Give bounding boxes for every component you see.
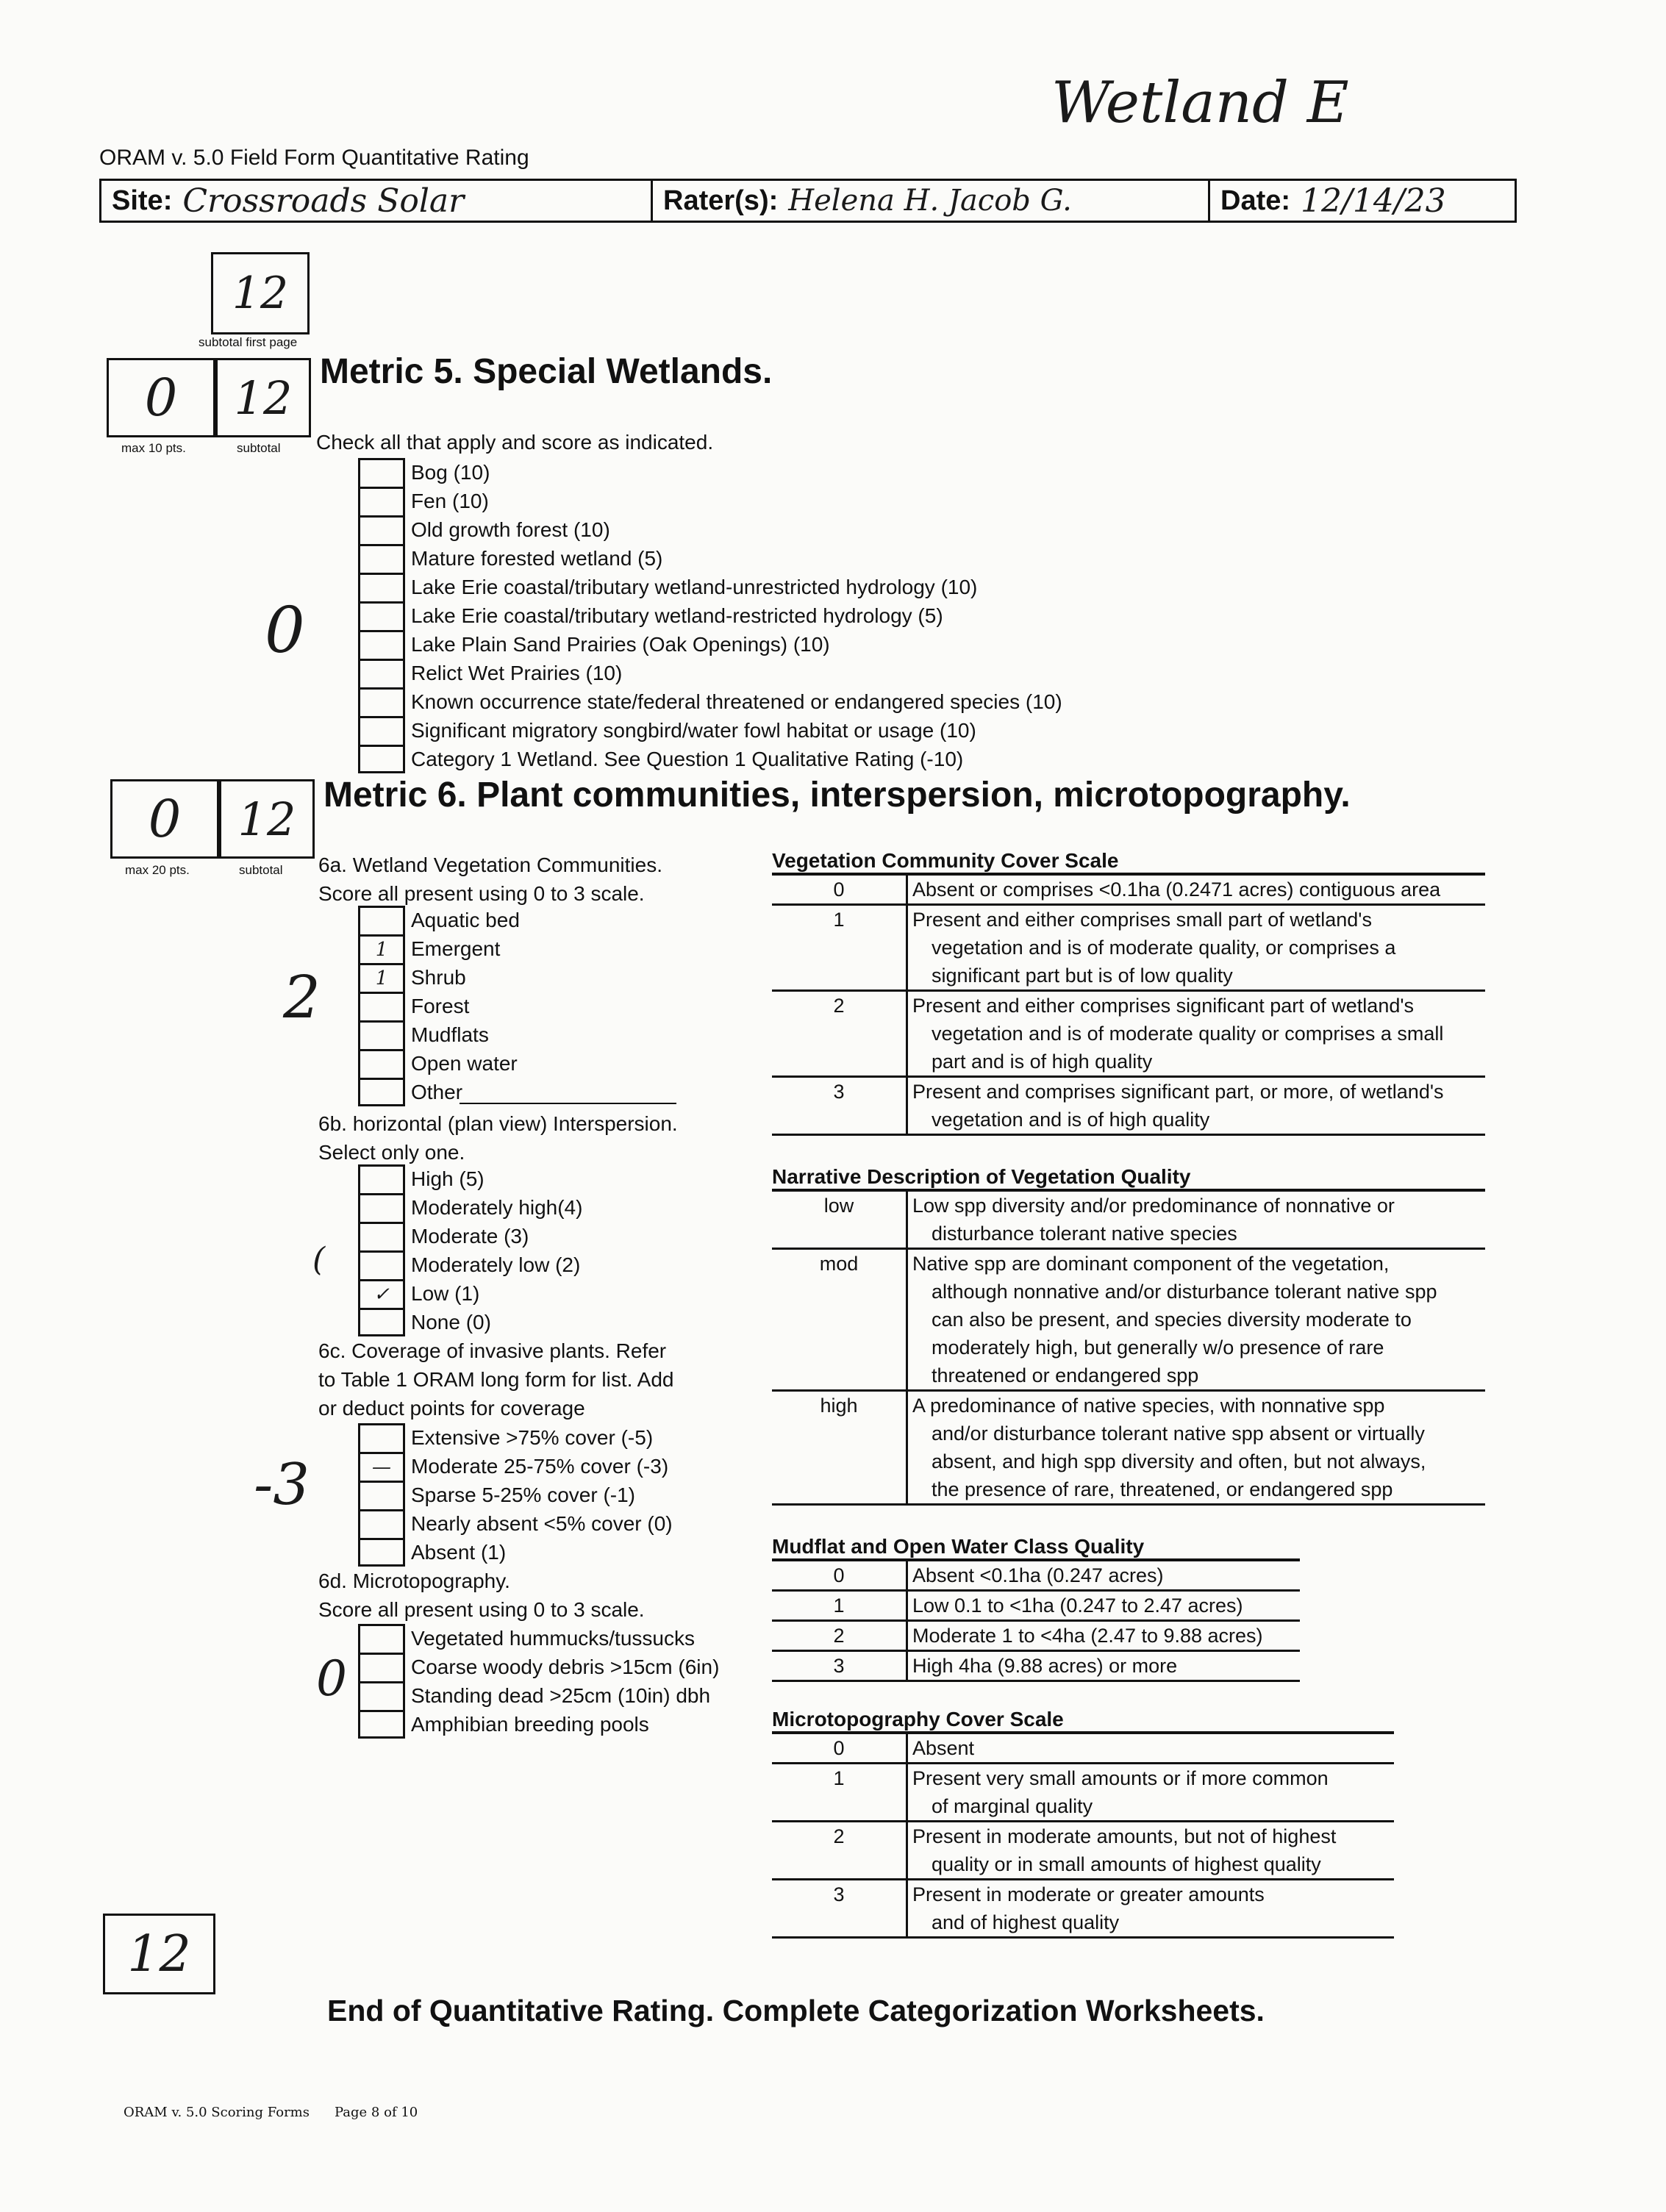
metric6-subtotal-label: subtotal	[239, 863, 283, 877]
veg-cover-line: vegetation and is of moderate quality or comprises a small	[932, 1023, 1444, 1045]
interspersion-row	[358, 1222, 582, 1250]
veg-cover-line: Absent or comprises <0.1ha (0.2471 acres) contiguous area	[912, 878, 1441, 901]
narrative-line: absent, and high spp diversity and often, but not always,	[932, 1450, 1426, 1472]
special-wetland-checkbox[interactable]	[358, 687, 405, 716]
interspersion-label: Moderately low (2)	[411, 1253, 581, 1276]
narrative-row	[772, 1391, 1485, 1505]
q6d-heading	[318, 1567, 645, 1624]
site-cell	[101, 181, 653, 221]
date-value[interactable]: 12/14/23	[1301, 182, 1446, 220]
microtopography-label: Coarse woody debris >15cm (6in)	[411, 1655, 720, 1678]
rater-label: Rater(s):	[663, 185, 779, 216]
microtopo-line: Present very small amounts or if more common	[912, 1767, 1329, 1789]
veg-community-label: Aquatic bed	[411, 908, 520, 931]
interspersion-checkbox[interactable]	[358, 1308, 405, 1336]
narrative-quality-table	[772, 1189, 1485, 1506]
microtopography-row	[358, 1710, 719, 1739]
q6d-line1: 6d. Microtopography.	[318, 1569, 510, 1592]
q6b-heading	[318, 1109, 678, 1167]
veg-community-checkbox[interactable]: 1	[358, 934, 405, 963]
veg-community-label: Other	[411, 1080, 463, 1103]
special-wetland-label: Lake Erie coastal/tributary wetland-restricted hydrology (5)	[411, 604, 943, 627]
q6b-checklist	[358, 1164, 582, 1336]
mudflat-key: 0	[772, 1560, 907, 1591]
veg-cover-line: Present and comprises significant part, or more, of wetland's	[912, 1081, 1444, 1103]
metric5-score-box[interactable]: 0	[107, 358, 215, 437]
veg-cover-key: 2	[772, 991, 907, 1077]
metric5-side-score: 0	[265, 594, 305, 667]
interspersion-label: Moderate (3)	[411, 1224, 529, 1248]
special-wetland-label: Old growth forest (10)	[411, 518, 610, 541]
special-wetland-label: Fen (10)	[411, 489, 489, 512]
special-wetland-label: Category 1 Wetland. See Question 1 Qualitative Rating (-10)	[411, 747, 964, 770]
special-wetland-row	[358, 716, 1062, 745]
veg-community-checkbox[interactable]	[358, 906, 405, 934]
veg-cover-line: Present and either comprises significant part of wetland's	[912, 995, 1415, 1017]
interspersion-row	[358, 1193, 582, 1222]
microtopography-checkbox[interactable]	[358, 1653, 405, 1681]
invasive-coverage-checkbox[interactable]	[358, 1481, 405, 1509]
interspersion-label: Moderately high(4)	[411, 1195, 583, 1219]
narrative-key: low	[772, 1190, 907, 1249]
mudflat-description	[907, 1621, 1301, 1651]
veg-community-label: Open water	[411, 1051, 518, 1075]
veg-community-label: Forest	[411, 994, 470, 1017]
narrative-description	[907, 1190, 1486, 1249]
metric6-subtotal-box[interactable]: 12	[219, 779, 315, 859]
special-wetland-row	[358, 573, 1062, 601]
microtopo-line: quality or in small amounts of highest quality	[932, 1853, 1321, 1875]
narrative-line: Native spp are dominant component of the vegetation,	[912, 1253, 1390, 1275]
special-wetland-row	[358, 544, 1062, 573]
veg-cover-description	[907, 991, 1486, 1077]
narrative-line: disturbance tolerant native species	[932, 1223, 1237, 1245]
narrative-line: A predominance of native species, with nonnative spp	[912, 1395, 1385, 1417]
veg-community-row	[358, 992, 520, 1020]
invasive-coverage-checkbox[interactable]	[358, 1538, 405, 1567]
metric5-subtotal-label: subtotal	[237, 441, 281, 455]
veg-community-row	[358, 934, 520, 963]
q6a-line1: 6a. Wetland Vegetation Communities.	[318, 853, 662, 876]
special-wetland-checkbox[interactable]	[358, 458, 405, 487]
narrative-key: mod	[772, 1249, 907, 1391]
mudflat-description	[907, 1560, 1301, 1591]
veg-cover-line: significant part but is of low quality	[932, 964, 1233, 987]
microtopo-line: Present in moderate or greater amounts	[912, 1883, 1265, 1905]
veg-community-row	[358, 1049, 520, 1078]
special-wetland-checkbox[interactable]	[358, 716, 405, 745]
total-score-box[interactable]: 12	[103, 1914, 215, 1994]
narrative-line: threatened or endangered spp	[932, 1364, 1199, 1386]
q6d-side-score: 0	[316, 1650, 347, 1707]
microtopography-checkbox[interactable]	[358, 1681, 405, 1710]
q6b-side-score: (	[312, 1241, 326, 1278]
q6c-line3: or deduct points for coverage	[318, 1397, 585, 1420]
veg-community-row	[358, 906, 520, 934]
invasive-coverage-label: Sparse 5-25% cover (-1)	[411, 1483, 636, 1506]
veg-cover-key: 3	[772, 1077, 907, 1135]
microtopo-description	[907, 1880, 1395, 1938]
q6b-line1: 6b. horizontal (plan view) Interspersion.	[318, 1112, 678, 1135]
invasive-coverage-row	[358, 1423, 673, 1452]
subtotal-first-page-box[interactable]: 12	[211, 252, 310, 334]
veg-community-checkbox[interactable]: 1	[358, 963, 405, 992]
special-wetland-label: Known occurrence state/federal threatened or endangered species (10)	[411, 690, 1062, 713]
mudflat-row	[772, 1621, 1300, 1651]
mudflat-line: High 4ha (9.88 acres) or more	[912, 1655, 1178, 1677]
microtopo-description	[907, 1822, 1395, 1880]
rater-cell	[653, 181, 1210, 221]
mudflat-row	[772, 1651, 1300, 1681]
narrative-line: the presence of rare, threatened, or endangered spp	[932, 1478, 1393, 1500]
veg-cover-scale-table	[772, 873, 1485, 1136]
mudflat-quality-title: Mudflat and Open Water Class Quality	[772, 1535, 1145, 1558]
special-wetland-row	[358, 458, 1062, 487]
wetland-name-handwritten: Wetland E	[1051, 70, 1349, 136]
narrative-description	[907, 1391, 1486, 1505]
date-label: Date:	[1220, 185, 1291, 216]
q6c-line1: 6c. Coverage of invasive plants. Refer	[318, 1339, 667, 1362]
microtopo-line: of marginal quality	[932, 1795, 1093, 1817]
mudflat-row	[772, 1591, 1300, 1621]
special-wetland-checkbox[interactable]	[358, 630, 405, 659]
veg-cover-description	[907, 874, 1486, 905]
q6a-line2: Score all present using 0 to 3 scale.	[318, 882, 645, 905]
q6d-line2: Score all present using 0 to 3 scale.	[318, 1598, 645, 1621]
microtopo-scale	[772, 1708, 1394, 1939]
interspersion-checkbox[interactable]	[358, 1250, 405, 1279]
microtopo-row	[772, 1733, 1394, 1764]
special-wetland-checkbox[interactable]	[358, 487, 405, 515]
header-row	[99, 179, 1517, 223]
microtopo-row	[772, 1880, 1394, 1938]
q6d-checklist	[358, 1624, 719, 1739]
veg-community-row	[358, 963, 520, 992]
microtopo-line: Present in moderate amounts, but not of highest	[912, 1825, 1337, 1847]
special-wetland-row	[358, 745, 1062, 773]
microtopography-row	[358, 1681, 719, 1710]
site-label: Site:	[112, 185, 173, 216]
special-wetland-checkbox[interactable]	[358, 515, 405, 544]
form-title: ORAM v. 5.0 Field Form Quantitative Rating	[99, 146, 529, 170]
invasive-coverage-checkbox[interactable]: —	[358, 1452, 405, 1481]
invasive-coverage-row	[358, 1452, 673, 1481]
mudflat-description	[907, 1651, 1301, 1681]
veg-community-label: Mudflats	[411, 1023, 489, 1046]
mudflat-description	[907, 1591, 1301, 1621]
special-wetland-row	[358, 515, 1062, 544]
veg-cover-row	[772, 1077, 1485, 1135]
microtopo-row	[772, 1822, 1394, 1880]
veg-cover-description	[907, 905, 1486, 991]
q6c-side-score: -3	[254, 1452, 310, 1518]
narrative-row	[772, 1249, 1485, 1391]
special-wetland-label: Relict Wet Prairies (10)	[411, 661, 623, 684]
interspersion-checkbox[interactable]	[358, 1222, 405, 1250]
invasive-coverage-label: Moderate 25-75% cover (-3)	[411, 1454, 669, 1478]
special-wetland-label: Bog (10)	[411, 460, 490, 484]
special-wetland-checkbox[interactable]	[358, 573, 405, 601]
microtopo-description	[907, 1733, 1395, 1764]
footer-page-number: Page 8 of 10	[335, 2105, 418, 2120]
mudflat-key: 3	[772, 1651, 907, 1681]
microtopo-key: 2	[772, 1822, 907, 1880]
narrative-line: moderately high, but generally w/o presence of rare	[932, 1336, 1384, 1359]
narrative-line: can also be present, and species diversity moderate to	[932, 1309, 1412, 1331]
veg-cover-scale-title: Vegetation Community Cover Scale	[772, 849, 1119, 872]
subtotal-first-page-label: subtotal first page	[199, 335, 298, 349]
q6a-checklist	[358, 906, 520, 1106]
interspersion-row	[358, 1250, 582, 1279]
mudflat-row	[772, 1560, 1300, 1591]
mudflat-line: Absent <0.1ha (0.247 acres)	[912, 1564, 1164, 1586]
special-wetland-checkbox[interactable]	[358, 601, 405, 630]
interspersion-row	[358, 1164, 582, 1193]
narrative-line: although nonnative and/or disturbance tolerant native spp	[932, 1281, 1437, 1303]
site-value[interactable]: Crossroads Solar	[182, 182, 465, 220]
microtopo-scale-table	[772, 1731, 1394, 1939]
interspersion-checkbox[interactable]: ✓	[358, 1279, 405, 1308]
veg-community-label: Emergent	[411, 937, 501, 960]
microtopography-checkbox[interactable]	[358, 1624, 405, 1653]
veg-cover-description	[907, 1077, 1486, 1135]
q6a-side-score: 2	[283, 963, 321, 1031]
metric5-title: Metric 5. Special Wetlands.	[320, 352, 773, 391]
narrative-description	[907, 1249, 1486, 1391]
microtopography-checkbox[interactable]	[358, 1710, 405, 1739]
mudflat-key: 1	[772, 1591, 907, 1621]
mudflat-quality	[772, 1535, 1300, 1682]
veg-cover-row	[772, 905, 1485, 991]
narrative-key: high	[772, 1391, 907, 1505]
veg-cover-row	[772, 991, 1485, 1077]
q6b-line2: Select only one.	[318, 1141, 465, 1164]
veg-cover-key: 1	[772, 905, 907, 991]
invasive-coverage-label: Extensive >75% cover (-5)	[411, 1425, 654, 1449]
invasive-coverage-row	[358, 1509, 673, 1538]
invasive-coverage-label: Absent (1)	[411, 1540, 507, 1564]
interspersion-row	[358, 1279, 582, 1308]
narrative-row	[772, 1190, 1485, 1249]
veg-community-checkbox[interactable]	[358, 1020, 405, 1049]
interspersion-label: High (5)	[411, 1167, 485, 1190]
invasive-coverage-checkbox[interactable]	[358, 1509, 405, 1538]
narrative-quality	[772, 1165, 1485, 1506]
narrative-line: Low spp diversity and/or predominance of nonnative or	[912, 1195, 1395, 1217]
special-wetland-row	[358, 630, 1062, 659]
end-of-rating-text: End of Quantitative Rating. Complete Categorization Worksheets.	[327, 1994, 1265, 2027]
microtopo-scale-title: Microtopography Cover Scale	[772, 1708, 1064, 1730]
microtopo-key: 0	[772, 1733, 907, 1764]
rater-value[interactable]: Helena H. Jacob G.	[788, 184, 1072, 218]
veg-community-checkbox[interactable]	[358, 1078, 405, 1106]
mudflat-key: 2	[772, 1621, 907, 1651]
special-wetland-label: Lake Plain Sand Prairies (Oak Openings) (10)	[411, 632, 830, 656]
special-wetland-row	[358, 687, 1062, 716]
metric5-max-label: max 10 pts.	[121, 441, 186, 455]
interspersion-checkbox[interactable]	[358, 1193, 405, 1222]
special-wetland-row	[358, 487, 1062, 515]
special-wetland-label: Lake Erie coastal/tributary wetland-unrestricted hydrology (10)	[411, 575, 978, 598]
narrative-quality-title: Narrative Description of Vegetation Quality	[772, 1165, 1191, 1188]
special-wetland-checkbox[interactable]	[358, 544, 405, 573]
special-wetland-row	[358, 601, 1062, 630]
metric6-title: Metric 6. Plant communities, interspersion, microtopography.	[323, 776, 1351, 815]
metric5-instruction: Check all that apply and score as indicated.	[316, 431, 714, 454]
microtopography-row	[358, 1653, 719, 1681]
microtopography-label: Amphibian breeding pools	[411, 1712, 649, 1736]
special-wetland-label: Significant migratory songbird/water fowl habitat or usage (10)	[411, 718, 976, 742]
other-blank-line[interactable]	[460, 1103, 676, 1104]
microtopo-key: 3	[772, 1880, 907, 1938]
metric5-checklist	[358, 458, 1062, 773]
q6a-heading	[318, 851, 662, 908]
interspersion-row	[358, 1308, 582, 1336]
interspersion-label: Low (1)	[411, 1281, 480, 1305]
microtopo-description	[907, 1764, 1395, 1822]
veg-cover-line: vegetation and is of high quality	[932, 1109, 1210, 1131]
veg-community-checkbox[interactable]	[358, 992, 405, 1020]
special-wetland-label: Mature forested wetland (5)	[411, 546, 663, 570]
metric5-subtotal-box[interactable]: 12	[215, 358, 311, 437]
microtopography-label: Standing dead >25cm (10in) dbh	[411, 1683, 711, 1707]
veg-community-row	[358, 1020, 520, 1049]
interspersion-checkbox[interactable]	[358, 1164, 405, 1193]
q6c-heading	[318, 1336, 673, 1422]
veg-cover-row	[772, 874, 1485, 905]
special-wetland-checkbox[interactable]	[358, 659, 405, 687]
veg-community-label: Shrub	[411, 965, 466, 989]
microtopo-line: and of highest quality	[932, 1911, 1120, 1933]
veg-cover-line: vegetation and is of moderate quality, or comprises a	[932, 937, 1396, 959]
veg-cover-scale	[772, 849, 1485, 1136]
q6c-line2: to Table 1 ORAM long form for list. Add	[318, 1368, 674, 1391]
invasive-coverage-label: Nearly absent <5% cover (0)	[411, 1511, 673, 1535]
microtopo-row	[772, 1764, 1394, 1822]
veg-cover-key: 0	[772, 874, 907, 905]
special-wetland-row	[358, 659, 1062, 687]
microtopography-label: Vegetated hummucks/tussucks	[411, 1626, 695, 1650]
microtopography-row	[358, 1624, 719, 1653]
q6c-checklist	[358, 1423, 673, 1567]
footer-form-name: ORAM v. 5.0 Scoring Forms	[124, 2105, 310, 2120]
narrative-line: and/or disturbance tolerant native spp absent or virtually	[932, 1422, 1425, 1445]
veg-community-checkbox[interactable]	[358, 1049, 405, 1078]
special-wetland-checkbox[interactable]	[358, 745, 405, 773]
interspersion-label: None (0)	[411, 1310, 491, 1334]
microtopo-key: 1	[772, 1764, 907, 1822]
metric6-max-label: max 20 pts.	[125, 863, 190, 877]
mudflat-line: Low 0.1 to <1ha (0.247 to 2.47 acres)	[912, 1594, 1243, 1617]
invasive-coverage-row	[358, 1481, 673, 1509]
mudflat-line: Moderate 1 to <4ha (2.47 to 9.88 acres)	[912, 1625, 1263, 1647]
invasive-coverage-checkbox[interactable]	[358, 1423, 405, 1452]
metric6-score-box[interactable]: 0	[110, 779, 219, 859]
invasive-coverage-row	[358, 1538, 673, 1567]
veg-cover-line: part and is of high quality	[932, 1050, 1153, 1073]
microtopo-line: Absent	[912, 1737, 975, 1759]
veg-cover-line: Present and either comprises small part of wetland's	[912, 909, 1372, 931]
date-cell	[1210, 181, 1515, 221]
mudflat-quality-table	[772, 1558, 1300, 1682]
